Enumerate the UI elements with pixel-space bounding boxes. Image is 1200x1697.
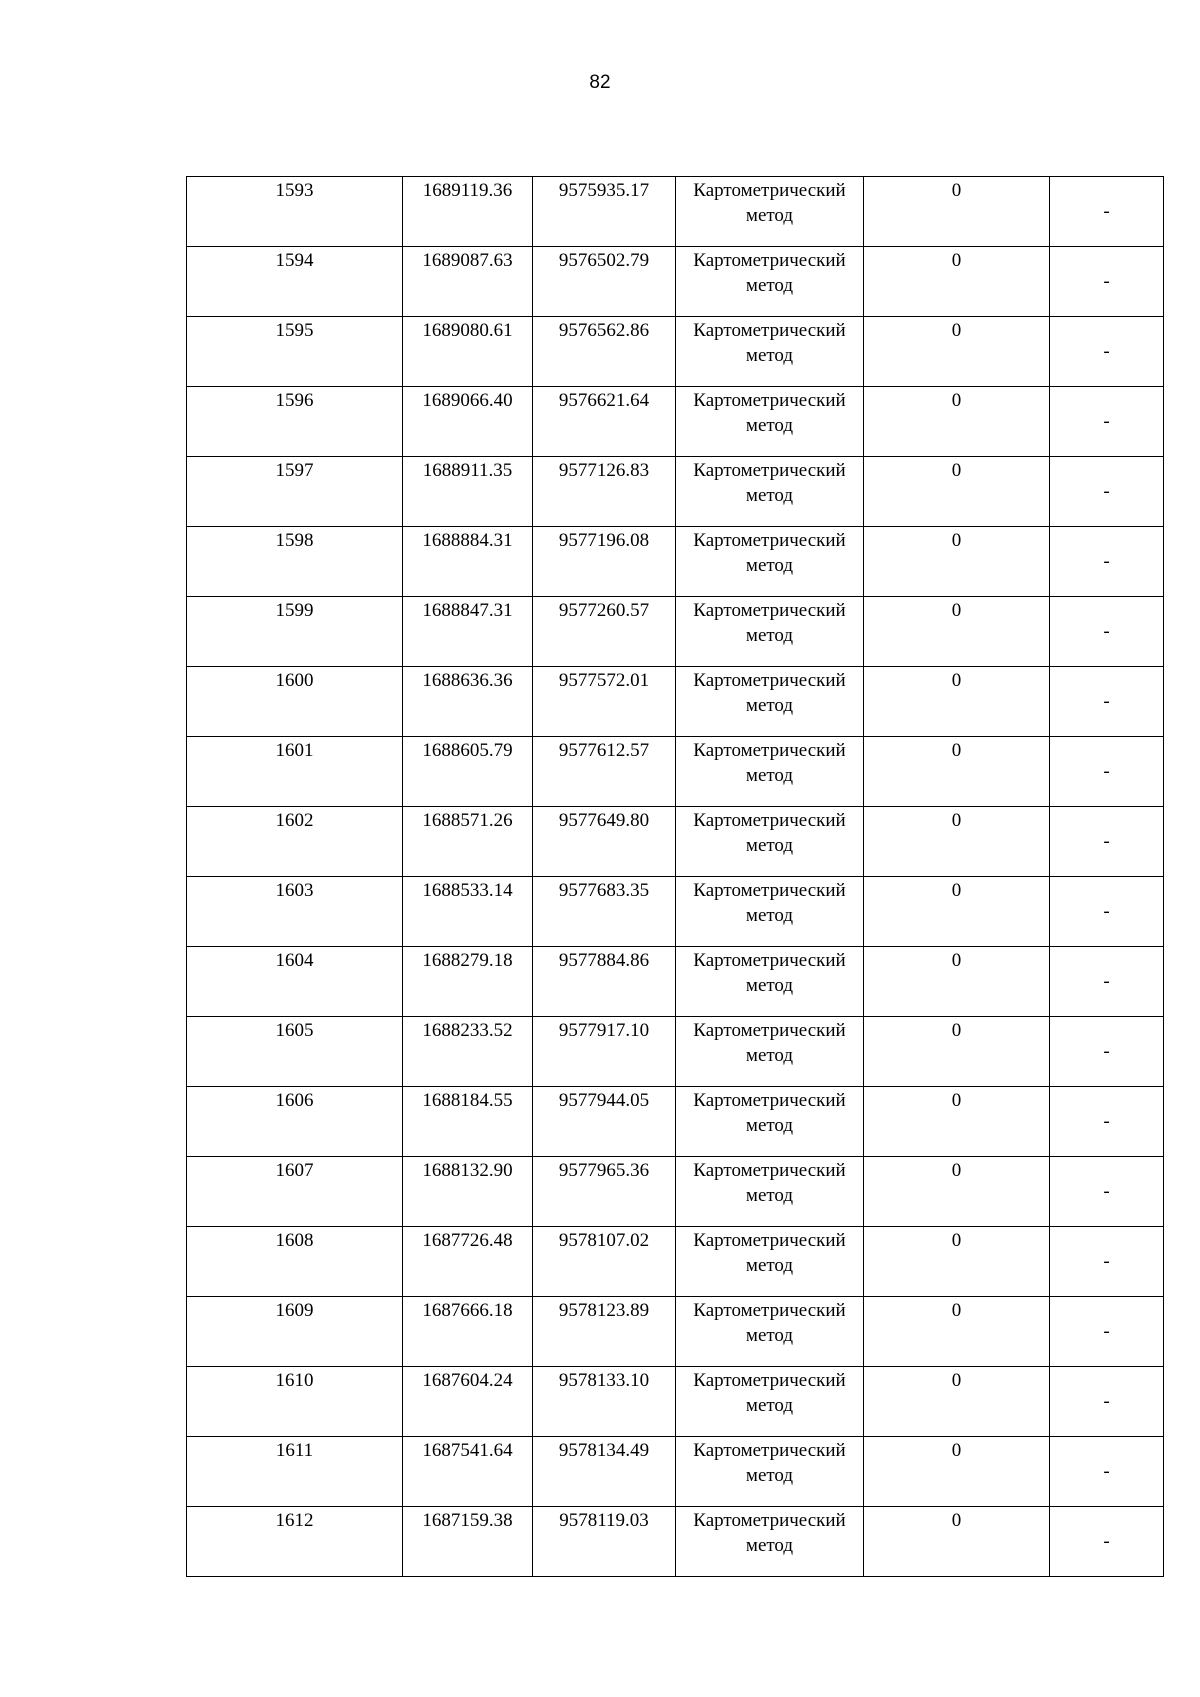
y-coordinate-cell: 9577572.01: [533, 667, 676, 737]
method-line-1: Картометрический: [693, 250, 846, 271]
x-coordinate-cell: 1687726.48: [403, 1227, 533, 1297]
method-cell: [676, 387, 864, 457]
point-number-cell: 1609: [187, 1297, 403, 1367]
method-cell: [676, 1507, 864, 1577]
point-number-cell: 1598: [187, 527, 403, 597]
x-coordinate-cell: 1687159.38: [403, 1507, 533, 1577]
method-cell: [676, 317, 864, 387]
method-line-2: метод: [745, 415, 794, 436]
point-number-cell: 1600: [187, 667, 403, 737]
method-line-1: Картометрический: [693, 810, 846, 831]
error-cell: 0: [864, 737, 1050, 807]
y-coordinate-cell: 9577965.36: [533, 1157, 676, 1227]
method-cell: [676, 877, 864, 947]
description-cell: -: [1050, 1437, 1164, 1507]
x-coordinate-cell: 1689080.61: [403, 317, 533, 387]
x-coordinate-cell: 1688571.26: [403, 807, 533, 877]
x-coordinate-cell: 1687541.64: [403, 1437, 533, 1507]
point-number-cell: 1593: [187, 177, 403, 247]
method-line-1: Картометрический: [693, 1370, 846, 1391]
error-cell: 0: [864, 1227, 1050, 1297]
table-row: [187, 247, 1164, 317]
method-line-1: Картометрический: [693, 600, 846, 621]
table-row: [187, 317, 1164, 387]
x-coordinate-cell: 1689066.40: [403, 387, 533, 457]
method-cell: [676, 1087, 864, 1157]
description-cell: -: [1050, 1157, 1164, 1227]
point-number-cell: 1602: [187, 807, 403, 877]
description-cell: -: [1050, 947, 1164, 1017]
method-line-2: метод: [745, 1255, 794, 1276]
method-line-2: метод: [745, 765, 794, 786]
point-number-cell: 1608: [187, 1227, 403, 1297]
error-cell: 0: [864, 1157, 1050, 1227]
y-coordinate-cell: 9578133.10: [533, 1367, 676, 1437]
table-row: [187, 1227, 1164, 1297]
y-coordinate-cell: 9576562.86: [533, 317, 676, 387]
method-cell: [676, 597, 864, 667]
description-cell: -: [1050, 1017, 1164, 1087]
method-line-2: метод: [745, 1045, 794, 1066]
y-coordinate-cell: 9578107.02: [533, 1227, 676, 1297]
point-number-cell: 1610: [187, 1367, 403, 1437]
method-cell: [676, 177, 864, 247]
point-number-cell: 1607: [187, 1157, 403, 1227]
point-number-cell: 1606: [187, 1087, 403, 1157]
table-row: [187, 667, 1164, 737]
method-line-2: метод: [745, 1465, 794, 1486]
method-line-2: метод: [745, 555, 794, 576]
method-line-1: Картометрический: [693, 460, 846, 481]
method-line-1: Картометрический: [693, 1090, 846, 1111]
method-line-2: метод: [745, 835, 794, 856]
method-line-2: метод: [745, 345, 794, 366]
point-number-cell: 1601: [187, 737, 403, 807]
error-cell: 0: [864, 387, 1050, 457]
method-line-2: метод: [745, 1325, 794, 1346]
x-coordinate-cell: 1688184.55: [403, 1087, 533, 1157]
error-cell: 0: [864, 317, 1050, 387]
point-number-cell: 1594: [187, 247, 403, 317]
method-line-2: метод: [745, 695, 794, 716]
description-cell: -: [1050, 1227, 1164, 1297]
method-line-2: метод: [745, 1395, 794, 1416]
x-coordinate-cell: 1688233.52: [403, 1017, 533, 1087]
method-cell: [676, 527, 864, 597]
method-line-2: метод: [745, 1115, 794, 1136]
coordinates-table: [186, 176, 1164, 1577]
error-cell: 0: [864, 1297, 1050, 1367]
method-cell: [676, 247, 864, 317]
y-coordinate-cell: 9577944.05: [533, 1087, 676, 1157]
y-coordinate-cell: 9577884.86: [533, 947, 676, 1017]
description-cell: -: [1050, 667, 1164, 737]
error-cell: 0: [864, 527, 1050, 597]
table-row: [187, 597, 1164, 667]
error-cell: 0: [864, 667, 1050, 737]
method-cell: [676, 1157, 864, 1227]
method-line-2: метод: [745, 1535, 794, 1556]
table-row: [187, 1157, 1164, 1227]
method-line-1: Картометрический: [693, 180, 846, 201]
table-row: [187, 1087, 1164, 1157]
table-row: [187, 1507, 1164, 1577]
method-cell: [676, 667, 864, 737]
y-coordinate-cell: 9578119.03: [533, 1507, 676, 1577]
error-cell: 0: [864, 597, 1050, 667]
method-line-2: метод: [745, 275, 794, 296]
x-coordinate-cell: 1688605.79: [403, 737, 533, 807]
y-coordinate-cell: 9577612.57: [533, 737, 676, 807]
y-coordinate-cell: 9575935.17: [533, 177, 676, 247]
method-line-2: метод: [745, 905, 794, 926]
description-cell: -: [1050, 457, 1164, 527]
y-coordinate-cell: 9578123.89: [533, 1297, 676, 1367]
method-line-2: метод: [745, 625, 794, 646]
x-coordinate-cell: 1689119.36: [403, 177, 533, 247]
y-coordinate-cell: 9577126.83: [533, 457, 676, 527]
error-cell: 0: [864, 1507, 1050, 1577]
point-number-cell: 1604: [187, 947, 403, 1017]
y-coordinate-cell: 9577917.10: [533, 1017, 676, 1087]
error-cell: 0: [864, 1367, 1050, 1437]
page-number: 82: [589, 72, 611, 93]
method-line-1: Картометрический: [693, 1300, 846, 1321]
x-coordinate-cell: 1688884.31: [403, 527, 533, 597]
y-coordinate-cell: 9577196.08: [533, 527, 676, 597]
table-row: [187, 1297, 1164, 1367]
x-coordinate-cell: 1687666.18: [403, 1297, 533, 1367]
method-cell: [676, 1227, 864, 1297]
table-row: [187, 1437, 1164, 1507]
method-line-1: Картометрический: [693, 880, 846, 901]
error-cell: 0: [864, 177, 1050, 247]
method-line-1: Картометрический: [693, 1020, 846, 1041]
point-number-cell: 1596: [187, 387, 403, 457]
error-cell: 0: [864, 877, 1050, 947]
point-number-cell: 1603: [187, 877, 403, 947]
y-coordinate-cell: 9577649.80: [533, 807, 676, 877]
table-row: [187, 527, 1164, 597]
x-coordinate-cell: 1688911.35: [403, 457, 533, 527]
error-cell: 0: [864, 1437, 1050, 1507]
description-cell: -: [1050, 1367, 1164, 1437]
x-coordinate-cell: 1688533.14: [403, 877, 533, 947]
table-row: [187, 1367, 1164, 1437]
description-cell: -: [1050, 1507, 1164, 1577]
table-row: [187, 177, 1164, 247]
method-cell: [676, 1017, 864, 1087]
method-line-2: метод: [745, 205, 794, 226]
description-cell: -: [1050, 1297, 1164, 1367]
description-cell: -: [1050, 527, 1164, 597]
y-coordinate-cell: 9577683.35: [533, 877, 676, 947]
description-cell: -: [1050, 387, 1164, 457]
table-row: [187, 737, 1164, 807]
table-row: [187, 807, 1164, 877]
x-coordinate-cell: 1689087.63: [403, 247, 533, 317]
method-cell: [676, 1437, 864, 1507]
description-cell: -: [1050, 877, 1164, 947]
point-number-cell: 1605: [187, 1017, 403, 1087]
error-cell: 0: [864, 1017, 1050, 1087]
y-coordinate-cell: 9576502.79: [533, 247, 676, 317]
method-cell: [676, 737, 864, 807]
x-coordinate-cell: 1688279.18: [403, 947, 533, 1017]
method-line-1: Картометрический: [693, 390, 846, 411]
method-line-1: Картометрический: [693, 1440, 846, 1461]
method-line-2: метод: [745, 1185, 794, 1206]
error-cell: 0: [864, 457, 1050, 527]
method-cell: [676, 1367, 864, 1437]
method-line-1: Картометрический: [693, 670, 846, 691]
method-line-1: Картометрический: [693, 950, 846, 971]
description-cell: -: [1050, 177, 1164, 247]
error-cell: 0: [864, 807, 1050, 877]
method-cell: [676, 807, 864, 877]
method-line-1: Картометрический: [693, 1510, 846, 1531]
method-cell: [676, 457, 864, 527]
point-number-cell: 1597: [187, 457, 403, 527]
method-line-1: Картометрический: [693, 320, 846, 341]
method-line-1: Картометрический: [693, 740, 846, 761]
point-number-cell: 1612: [187, 1507, 403, 1577]
y-coordinate-cell: 9577260.57: [533, 597, 676, 667]
description-cell: -: [1050, 597, 1164, 667]
error-cell: 0: [864, 247, 1050, 317]
table-row: [187, 1017, 1164, 1087]
method-cell: [676, 1297, 864, 1367]
table-row: [187, 457, 1164, 527]
method-line-2: метод: [745, 975, 794, 996]
x-coordinate-cell: 1688636.36: [403, 667, 533, 737]
table-row: [187, 877, 1164, 947]
description-cell: -: [1050, 1087, 1164, 1157]
method-line-1: Картометрический: [693, 1230, 846, 1251]
method-line-1: Картометрический: [693, 1160, 846, 1181]
table-row: [187, 387, 1164, 457]
description-cell: -: [1050, 737, 1164, 807]
description-cell: -: [1050, 317, 1164, 387]
y-coordinate-cell: 9578134.49: [533, 1437, 676, 1507]
description-cell: -: [1050, 807, 1164, 877]
point-number-cell: 1611: [187, 1437, 403, 1507]
y-coordinate-cell: 9576621.64: [533, 387, 676, 457]
x-coordinate-cell: 1688132.90: [403, 1157, 533, 1227]
x-coordinate-cell: 1687604.24: [403, 1367, 533, 1437]
coordinates-table-body: [187, 177, 1164, 1577]
x-coordinate-cell: 1688847.31: [403, 597, 533, 667]
method-line-1: Картометрический: [693, 530, 846, 551]
error-cell: 0: [864, 947, 1050, 1017]
method-cell: [676, 947, 864, 1017]
point-number-cell: 1595: [187, 317, 403, 387]
point-number-cell: 1599: [187, 597, 403, 667]
table-row: [187, 947, 1164, 1017]
description-cell: -: [1050, 247, 1164, 317]
error-cell: 0: [864, 1087, 1050, 1157]
method-line-2: метод: [745, 485, 794, 506]
